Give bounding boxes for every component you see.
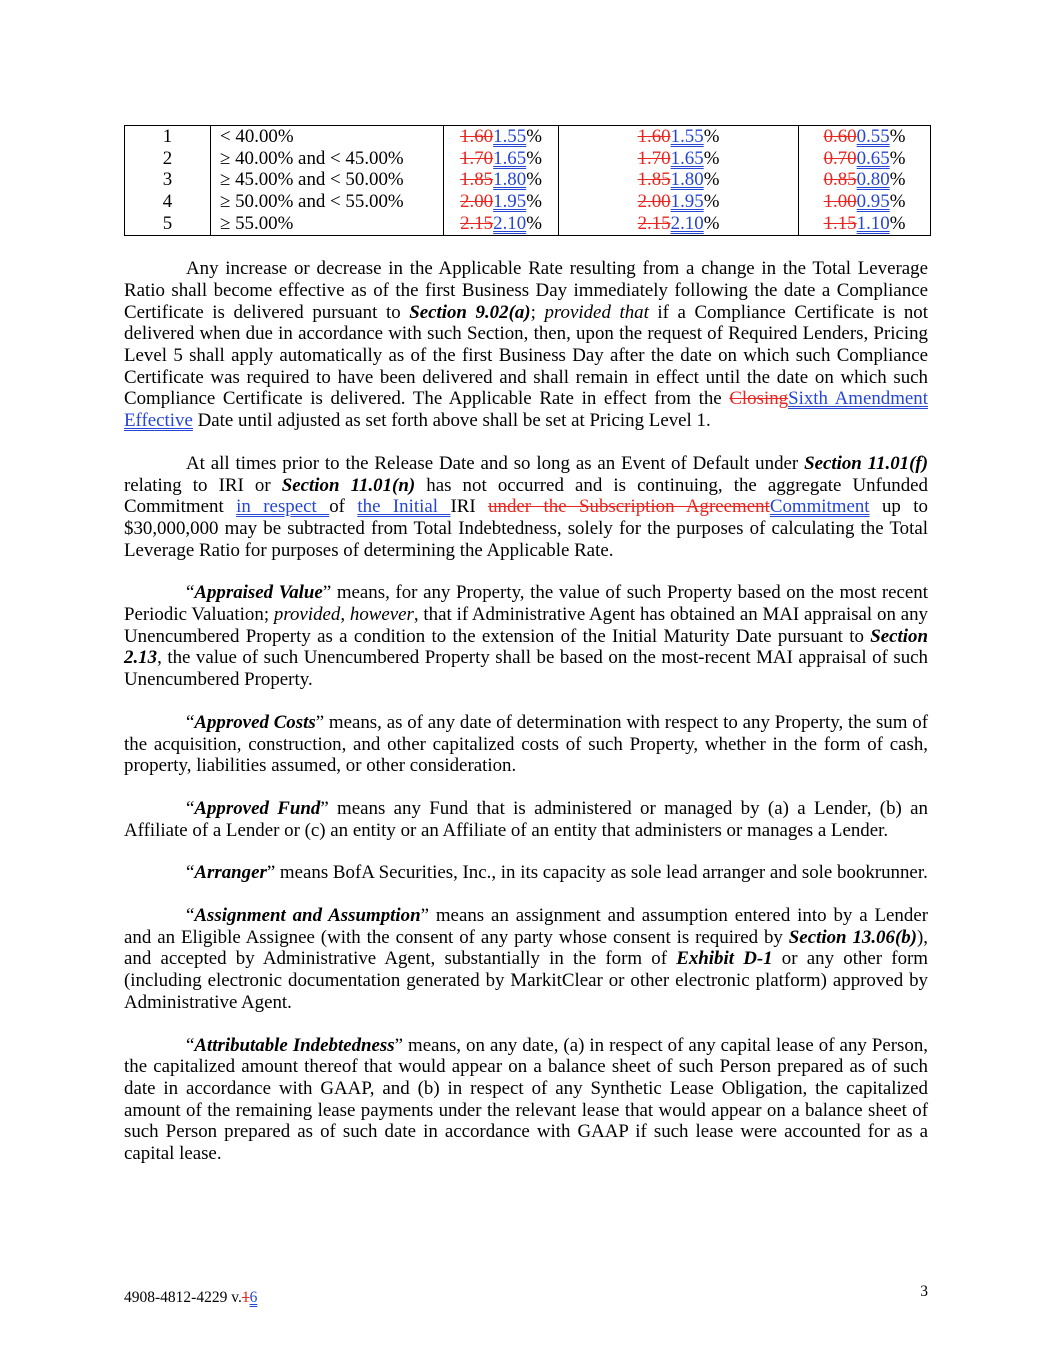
applicable-rate-cell (799, 169, 931, 191)
text-run: “ (186, 862, 195, 884)
text-run: % (889, 126, 906, 147)
pricing-row (125, 169, 931, 191)
pricing-level-cell: 1 (125, 126, 211, 148)
deleted-text: 1 (241, 1289, 250, 1306)
text-run: ” means, on any date, (a) in respect of any capital lease of any Person, the capitalized amount thereof that would appear on a balance sheet of such Person prepared as of such date in accordance with GAAP, and (b) in respect of any Synthetic Lease Obligation, the capitalized amount of the remaining lease payments under the relevant lease that would appear on a balance sheet of such Person prepared as of such date in accordance with GAAP if such lease were accounted for as a capital lease. (124, 1034, 928, 1165)
text-run: % (526, 169, 542, 191)
applicable-rate-cell (799, 213, 931, 235)
bold-italic-text: Section 11.01(n) (281, 474, 416, 496)
deleted-text: 1.70 (637, 147, 671, 169)
inserted-text: 0.80 (856, 169, 890, 191)
document-id-footer (124, 1289, 257, 1307)
pricing-level-cell: 3 (125, 169, 211, 191)
text-run: , (340, 604, 350, 626)
applicable-rate-cell (444, 169, 559, 191)
text-run: % (526, 191, 542, 213)
text-run: relating to IRI or (124, 474, 282, 496)
text-run: , the value of such Unencumbered Property shall be based on the most-recent MAI appraisal of such Unencumbered Property. (124, 647, 928, 691)
text-run: up to $30,000,000 may be subtracted from Total Indebtedness, solely for the purposes of calculating the Total Leverage Ratio for purposes of determining the Applicable Rate. (124, 496, 928, 561)
text-run: “ (186, 797, 195, 819)
text-run: ” means, for any Property, the value of such Property based on the most recent Periodic Valuation; (124, 582, 928, 626)
applicable-rate-cell (559, 191, 799, 213)
bold-italic-text: Approved Costs (194, 711, 316, 733)
text-run: % (703, 191, 720, 213)
applicable-rate-cell (444, 191, 559, 213)
inserted-text: 0.65 (856, 147, 890, 169)
text-run: % (703, 169, 720, 191)
inserted-text: 6 (249, 1289, 258, 1306)
deleted-text: 1.15 (823, 212, 857, 234)
text-run: ” means BofA Securities, Inc., in its capacity as sole lead arranger and sole bookrunner. (266, 862, 928, 884)
inserted-text: 1.95 (670, 191, 704, 213)
applicable-rate-cell (559, 148, 799, 170)
inserted-text: the Initial (357, 496, 451, 518)
inserted-text: 1.80 (493, 169, 527, 191)
definition-paragraph (124, 712, 928, 777)
text-run: ), and accepted by Administrative Agent, substantially in the form of (124, 926, 928, 970)
text-run: ” means any Fund that is administered or managed by (a) a Lender, (b) an Affiliate of a Lender or (c) an entity or an Affiliate of an entity that administers or manages a Lender. (124, 797, 928, 841)
deleted-text: 0.60 (823, 126, 857, 147)
inserted-text: 2.10 (670, 212, 704, 234)
deleted-text: under the Subscription Agreement (488, 496, 770, 518)
italic-text: however (349, 604, 414, 626)
text-run: , that if Administrative Agent has obtained an MAI appraisal on any Unencumbered Property as a condition to the extension of the Initial Maturity Date pursuant to (124, 604, 928, 647)
deleted-text: 1.85 (460, 169, 494, 191)
text-run: “ (186, 711, 195, 733)
text-run: % (703, 212, 720, 234)
text-run: or any other form (including electronic documentation generated by MarkitClear or other electronic platform) approved by Administrative Agent. (124, 948, 929, 1013)
text-run: “ (186, 582, 195, 604)
text-run: “ (186, 905, 195, 927)
pricing-row (125, 191, 931, 213)
inserted-text: Commitment (769, 496, 870, 518)
deleted-text: 2.15 (637, 212, 671, 234)
text-run: has not occurred and is continuing, the aggregate Unfunded Commitment (124, 474, 928, 518)
text-run: At all times prior to the Release Date and so long as an Event of Default under (186, 452, 805, 474)
inserted-text: 1.80 (670, 169, 704, 191)
applicable-rate-cell (444, 213, 559, 235)
text-run: 4908-4812-4229 v. (124, 1289, 242, 1306)
deleted-text: 2.15 (460, 212, 494, 234)
leverage-ratio-cell: ≥ 45.00% and < 50.00% (211, 169, 444, 191)
text-run: ; (530, 301, 545, 323)
text-run: Any increase or decrease in the Applicable Rate resulting from a change in the Total Leverage Ratio shall become effective as of the first Business Day immediately following the date a Compliance Certificate is delivered pursuant to (124, 258, 928, 323)
applicable-rate-cell (559, 169, 799, 191)
pricing-row (125, 213, 931, 235)
text-run: % (889, 191, 906, 213)
deleted-text: 1.70 (460, 147, 494, 169)
applicable-rate-cell (559, 126, 799, 148)
leverage-ratio-cell: ≥ 55.00% (211, 213, 444, 235)
definition-paragraph (124, 862, 928, 884)
pricing-row (125, 148, 931, 170)
text-run: ” means an assignment and assumption entered into by a Lender and an Eligible Assignee (with the consent of any party whose consent is required by (124, 905, 928, 948)
bold-italic-text: Attributable Indebtedness (194, 1034, 395, 1056)
pricing-row (125, 126, 931, 148)
inserted-text: in respect (236, 496, 330, 518)
pricing-table-body (125, 126, 931, 236)
text-run: % (889, 147, 906, 169)
inserted-text: 2.10 (493, 212, 527, 234)
deleted-text: Closing (729, 388, 789, 410)
deleted-text: 2.00 (637, 191, 671, 213)
text-run: of (329, 496, 358, 518)
deleted-text: 1.60 (460, 126, 494, 147)
text-run: % (703, 147, 720, 169)
definition-paragraph (124, 905, 928, 1014)
bold-italic-text: Assignment and Assumption (194, 905, 421, 927)
text-run: % (526, 212, 542, 234)
text-run: % (889, 212, 906, 234)
applicable-rate-cell (799, 191, 931, 213)
deleted-text: 0.85 (823, 169, 857, 191)
body-paragraph (124, 453, 928, 562)
applicable-rate-cell (799, 148, 931, 170)
italic-text: provided that (544, 301, 649, 323)
bold-italic-text: Appraised Value (194, 582, 323, 604)
pricing-level-cell: 2 (125, 148, 211, 170)
deleted-text: 1.85 (637, 169, 671, 191)
body-paragraph (124, 258, 928, 432)
inserted-text: 0.95 (856, 191, 890, 213)
deleted-text: 2.00 (460, 191, 494, 213)
text-run: ” means, as of any date of determination with respect to any Property, the sum of the acquisition, construction, and other capitalized costs of such Property, whether in the form of cash, property, liabilities assumed, or other consideration. (124, 711, 928, 777)
definition-paragraph (124, 798, 928, 841)
leverage-ratio-cell: ≥ 50.00% and < 55.00% (211, 191, 444, 213)
inserted-text: 1.10 (856, 212, 890, 234)
applicable-rate-cell (444, 126, 559, 148)
applicable-rate-cell (559, 213, 799, 235)
applicable-rate-cell (444, 148, 559, 170)
pricing-level-cell: 4 (125, 191, 211, 213)
leverage-ratio-cell: < 40.00% (211, 126, 444, 148)
bold-italic-text: Section 13.06(b) (788, 926, 917, 948)
page-number: 3 (920, 1283, 928, 1300)
definition-paragraph (124, 582, 928, 691)
text-run: if a Compliance Certificate is not delivered when due in accordance with such Section, then, upon the request of Required Lenders, Pricing Level 5 shall apply automatically as of the first Business Day after the date on which such Compliance Certificate was required to have been delivered and shall remain in effect until the date on which such Compliance Certificate is delivered. The Applicable Rate in effect from the (124, 301, 928, 410)
bold-italic-text: Section 9.02(a) (409, 301, 531, 323)
deleted-text: 1.60 (637, 126, 671, 147)
bold-italic-text: Exhibit D-1 (676, 948, 773, 970)
pricing-level-table (124, 125, 931, 236)
document-body (124, 258, 928, 1165)
inserted-text: 1.65 (493, 147, 527, 169)
text-run: “ (186, 1034, 195, 1056)
inserted-text: Sixth Amendment Effective (124, 388, 928, 432)
text-run: % (703, 126, 720, 147)
deleted-text: 0.70 (823, 147, 857, 169)
applicable-rate-cell (799, 126, 931, 148)
definition-paragraph (124, 1035, 928, 1165)
bold-italic-text: Section 2.13 (124, 625, 928, 669)
bold-italic-text: Approved Fund (194, 797, 321, 819)
inserted-text: 1.55 (670, 126, 704, 147)
text-run: % (889, 169, 906, 191)
italic-text: provided (273, 604, 341, 626)
text-run: % (526, 147, 542, 169)
inserted-text: 0.55 (856, 126, 890, 147)
text-run: Date until adjusted as set forth above shall be set at Pricing Level 1. (192, 410, 711, 432)
leverage-ratio-cell: ≥ 40.00% and < 45.00% (211, 148, 444, 170)
inserted-text: 1.95 (493, 191, 527, 213)
pricing-level-cell: 5 (125, 213, 211, 235)
inserted-text: 1.65 (670, 147, 704, 169)
text-run: IRI (450, 496, 489, 518)
bold-italic-text: Section 11.01(f) (804, 452, 928, 474)
bold-italic-text: Arranger (194, 862, 267, 884)
inserted-text: 1.55 (493, 126, 527, 147)
deleted-text: 1.00 (823, 191, 857, 213)
text-run: % (526, 126, 542, 147)
